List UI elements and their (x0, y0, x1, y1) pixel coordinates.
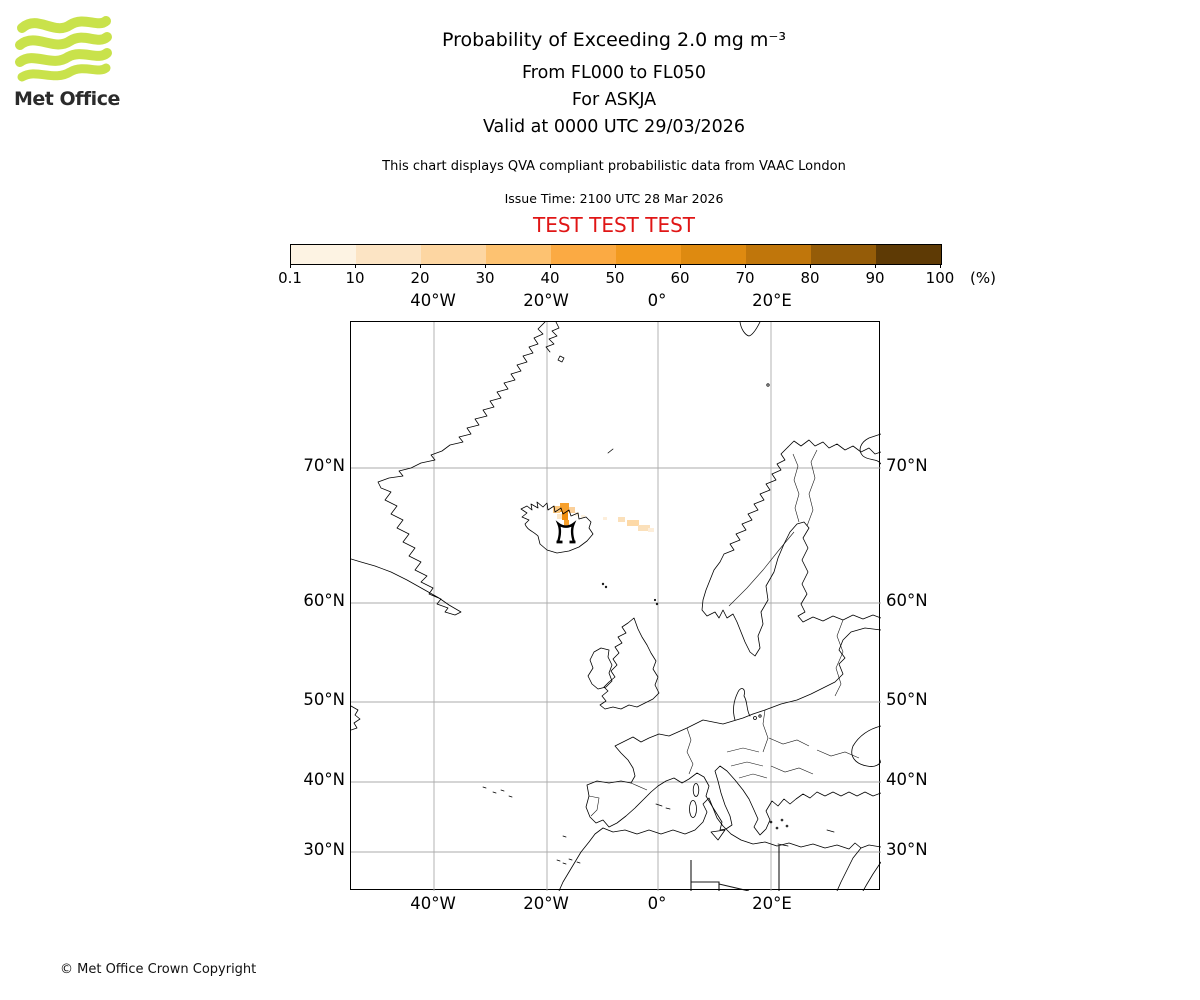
colorbar-tick (290, 264, 291, 268)
colorbar-tick-label: 10 (345, 269, 365, 287)
colorbar-segment (746, 245, 811, 264)
colorbar-segment (876, 245, 941, 264)
page-title: Probability of Exceeding 2.0 mg m⁻³ (441, 29, 787, 51)
colorbar-tick (940, 264, 941, 268)
colorbar-tick (420, 264, 421, 268)
colorbar-tick-label: 50 (605, 269, 625, 287)
colorbar-tick-label: 0.1 (278, 269, 302, 287)
qva-description: This chart displays QVA compliant probabilistic data from VAAC London (382, 159, 846, 174)
lon-label-top: 20°E (752, 291, 792, 310)
coastlines (351, 322, 881, 891)
colorbar-segment (681, 245, 746, 264)
country-borders (589, 450, 859, 891)
colorbar-tick-label: 60 (670, 269, 690, 287)
colorbar-tick-label: 80 (800, 269, 820, 287)
colorbar-tick-label: 30 (475, 269, 495, 287)
copyright-text: © Met Office Crown Copyright (60, 962, 257, 977)
lat-label-left: 50°N (303, 690, 345, 709)
colorbar-tick-label: 20 (410, 269, 430, 287)
colorbar-segment (811, 245, 876, 264)
volcano-subtitle: For ASKJA (571, 90, 657, 110)
test-banner: TEST TEST TEST (532, 213, 696, 237)
colorbar-segment (551, 245, 616, 264)
colorbar-segment (356, 245, 421, 264)
colorbar-tick-label: 70 (735, 269, 755, 287)
colorbar-tick (615, 264, 616, 268)
lon-label-top: 40°W (410, 291, 456, 310)
flight-level-subtitle: From FL000 to FL050 (521, 63, 707, 83)
lon-label-bottom: 40°W (410, 894, 456, 913)
colorbar-tick (485, 264, 486, 268)
colorbar-segment (421, 245, 486, 264)
lon-label-bottom: 0° (647, 894, 667, 913)
colorbar (290, 244, 942, 265)
colorbar-segment (486, 245, 551, 264)
lat-label-left: 70°N (303, 456, 345, 475)
graticule (351, 322, 881, 891)
map-panel (350, 321, 880, 890)
colorbar-tick (745, 264, 746, 268)
valid-time-subtitle: Valid at 0000 UTC 29/03/2026 (482, 117, 746, 137)
volcano-marker (557, 524, 576, 542)
met-office-logo-text: Met Office (14, 88, 120, 110)
lon-label-top: 20°W (523, 291, 569, 310)
colorbar-tick (875, 264, 876, 268)
lat-label-right: 40°N (886, 770, 928, 789)
lat-label-left: 30°N (303, 840, 345, 859)
colorbar-segments (291, 245, 941, 264)
lat-label-right: 70°N (886, 456, 928, 475)
lat-label-right: 30°N (886, 840, 928, 859)
lat-label-left: 60°N (303, 591, 345, 610)
lon-label-bottom: 20°E (752, 894, 792, 913)
colorbar-tick-label: 90 (865, 269, 885, 287)
colorbar-tick-label: 100 (925, 269, 955, 287)
colorbar-tick-label: 40 (540, 269, 560, 287)
colorbar-tick (355, 264, 356, 268)
colorbar-labels (278, 269, 990, 287)
colorbar-tick (680, 264, 681, 268)
colorbar-tick (550, 264, 551, 268)
lat-label-left: 40°N (303, 770, 345, 789)
lon-label-top: 0° (647, 291, 667, 310)
colorbar-segment (291, 245, 356, 264)
issue-time: Issue Time: 2100 UTC 28 Mar 2026 (504, 191, 724, 206)
coastline-map (351, 322, 881, 891)
lat-label-right: 60°N (886, 591, 928, 610)
colorbar-segment (616, 245, 681, 264)
lon-label-bottom: 20°W (523, 894, 569, 913)
colorbar-tick (810, 264, 811, 268)
colorbar-unit: (%) (970, 269, 996, 287)
lat-label-right: 50°N (886, 690, 928, 709)
